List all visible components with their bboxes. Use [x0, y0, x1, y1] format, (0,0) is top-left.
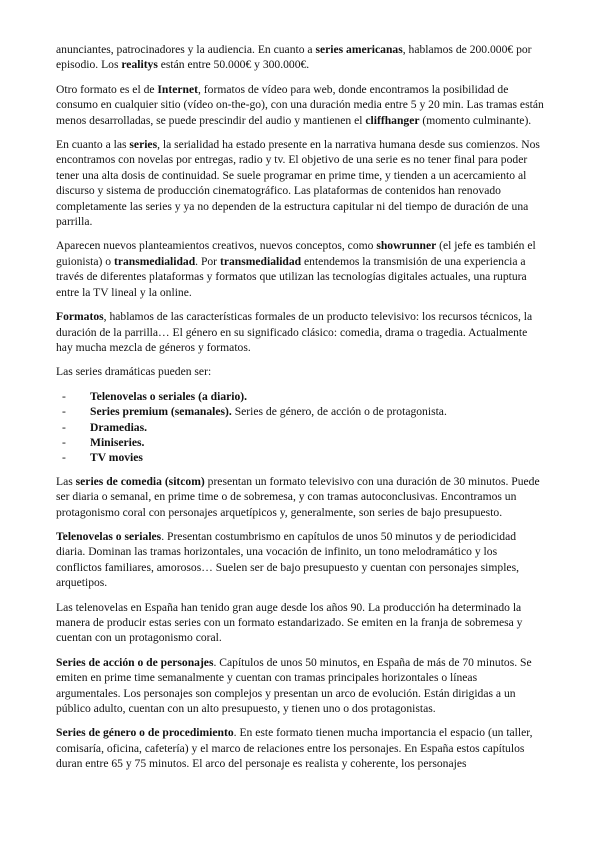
text-run: Aparecen nuevos planteamientos creativos, nuevos conceptos, como	[56, 239, 377, 253]
paragraph-genero	[56, 725, 544, 771]
drama-series-list	[56, 389, 544, 466]
text-run: entendemos la transmisión de una experiencia a través de diferentes plataformas y formatos que utilizan las tecnologías digitales actuales, una ruptura entre la TV lineal y la online.	[56, 254, 527, 299]
paragraph-formatos	[56, 309, 544, 355]
text-block-bottom	[56, 474, 544, 772]
text-run: Series de género, de acción o de protagonista.	[231, 405, 447, 419]
text-run: , hablamos de 200.000€ por episodio. Los	[56, 43, 532, 72]
list-item	[56, 450, 544, 465]
bold-term: Series de acción o de personajes	[56, 655, 214, 669]
bold-term: Series de género o de procedimiento	[56, 726, 234, 740]
text-run: están entre 50.000€ y 300.000€.	[157, 58, 310, 72]
bold-term: series	[129, 138, 158, 152]
paragraph-telenovelas	[56, 529, 544, 591]
text-run: . Capítulos de unos 50 minutos, en España de más de 70 minutos. Se emiten en prime time semanalmente y cuentan con tramas principales horizontales o líneas argumentales. Los personajes son complejos y presentan un arco de evolución. Están dirigidas a un público adulto, cuentan con un alto presupuesto, y tienen uno o dos protagonistas.	[56, 655, 532, 716]
list-item	[56, 420, 544, 435]
text-run: . Presentan costumbrismo en capítulos de unos 50 minutos y de periodicidad diaria. Dominan las tramas horizontales, una vocación de infinito, un tono melodramático y los conflictos familiares, amorosos… Suelen ser de bajo presupuesto y cuentan con personajes simples, arquetipos.	[56, 529, 519, 590]
text-run: En cuanto a las	[56, 138, 130, 152]
text-run: . Por	[195, 254, 220, 268]
text-block-top	[56, 42, 544, 380]
text-run: Las	[56, 474, 76, 488]
text-run: . En este formato tienen mucha importancia el espacio (un taller, comisaría, oficina, cafetería) y el marco de relaciones entre los personajes. En España estos capítulos duran entre 65 y 75 minutos. El arco del personaje es realista y coherente, los personajes	[56, 726, 533, 771]
bold-term: Miniseries.	[90, 435, 145, 449]
list-item	[56, 435, 544, 450]
paragraph-dramaticas-intro	[56, 364, 544, 379]
bold-term: showrunner	[376, 239, 437, 253]
bold-term: Series premium (semanales).	[90, 405, 232, 419]
dash-bullet: -	[62, 451, 66, 465]
bold-term: Dramedias.	[90, 420, 147, 434]
dash-bullet: -	[62, 420, 66, 434]
paragraph-series	[56, 137, 544, 229]
paragraph-comedia	[56, 474, 544, 520]
text-run: Las series dramáticas pueden ser:	[56, 365, 212, 379]
bold-term: transmedialidad	[219, 254, 302, 268]
text-run: presentan un formato televisivo con una duración de 30 minutos. Puede ser diaria o semanal, en prime time o de sobremesa, y con tramas autoconclusivas. Encontramos un protagonismo coral con personajes arquetípicos y, generalmente, son series de bajo presupuesto.	[56, 474, 540, 519]
bold-term: cliffhanger	[365, 113, 420, 127]
paragraph-telenovelas-espana	[56, 600, 544, 646]
bold-term: TV movies	[90, 451, 143, 465]
bold-term: series americanas	[315, 43, 403, 56]
paragraph-accion	[56, 655, 544, 717]
text-run: , la serialidad ha estado presente en la narrativa humana desde sus comienzos. Nos encontramos con novelas por entregas, radio y tv. El objetivo de una serie es no tener final para poder tener una alta dosis de continuidad. Se suele programar en prime time, y tienden a un acercamiento al discurso y sistema de producción cinematográfico. Las plataformas de contenidos han renovado completamente las series y ya no dependen de la estructura capitular ni del tiempo de duración de una parrilla.	[56, 138, 540, 229]
bold-term: Formatos	[56, 310, 104, 324]
list-item	[56, 389, 544, 404]
paragraph-internet	[56, 82, 544, 128]
dash-bullet: -	[62, 389, 66, 403]
bold-term: Telenovelas o seriales	[56, 529, 162, 543]
dash-bullet: -	[62, 405, 66, 419]
bold-term: realitys	[121, 58, 158, 72]
text-run: Otro formato es el de	[56, 82, 158, 96]
text-run: anunciantes, patrocinadores y la audiencia. En cuanto a	[56, 43, 316, 56]
bold-term: series de comedia (sitcom)	[75, 474, 205, 488]
text-run: Las telenovelas en España han tenido gran auge desde los años 90. La producción ha determinado la manera de producir estas series con un formato estandarizado. Se emiten en la franja de sobremesa y cuentan con un protagonismo coral.	[56, 600, 523, 645]
text-run: , formatos de vídeo para web, donde encontramos la posibilidad de consumo en cualquier sitio (vídeo on-the-go), con una duración media entre 5 y 20 min. Las tramas están menos desarrolladas, se puede prescindir del audio y mantienen el	[56, 82, 544, 127]
dash-bullet: -	[62, 435, 66, 449]
text-run: , hablamos de las características formales de un producto televisivo: los recursos técnicos, la duración de la parrilla… El género en su significado clásico: comedia, drama o tragedia. Actualmente hay mucha mezcla de géneros y formatos.	[56, 310, 533, 354]
text-run: (momento culminante).	[419, 113, 532, 127]
bold-term: transmedialidad	[113, 254, 196, 268]
text-run: (el jefe es también el guionista) o	[56, 239, 536, 268]
paragraph-planteamientos	[56, 238, 544, 300]
bold-term: Telenovelas o seriales (a diario).	[90, 389, 248, 403]
list-item	[56, 404, 544, 419]
bold-term: Internet	[157, 82, 198, 96]
paragraph-anunciantes	[56, 42, 544, 73]
